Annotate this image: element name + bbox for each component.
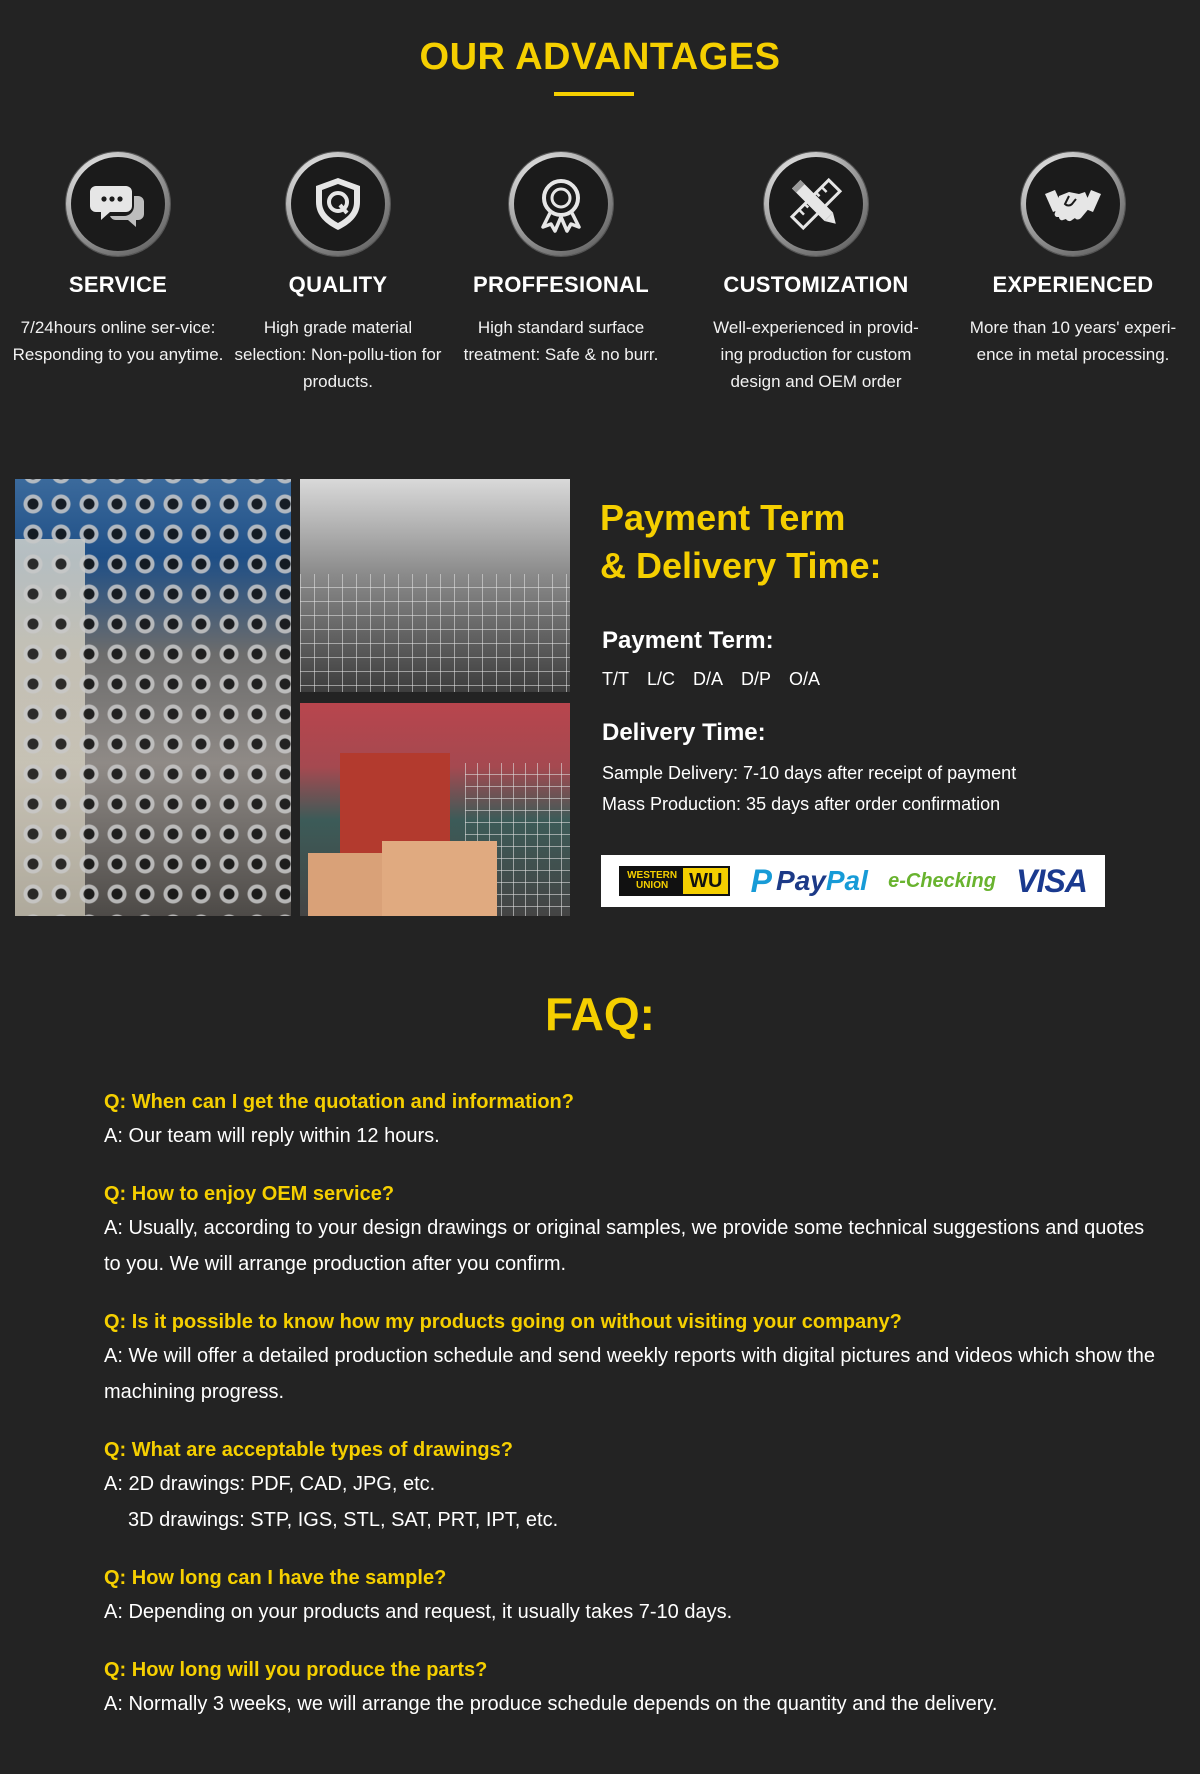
payment-heading-line1: Payment Term	[600, 497, 846, 538]
payment-heading	[600, 494, 1020, 590]
advantage-desc: More than 10 years' experi-ence in metal processing.	[969, 318, 1177, 364]
payment-method: T/T	[602, 669, 629, 689]
visa-logo: VISA	[1016, 862, 1087, 899]
advantage-desc: 7/24hours online ser-vice: Responding to you anytime.	[12, 318, 224, 364]
advantage-name: EXPERIENCED	[992, 272, 1154, 297]
advantage-experienced	[958, 152, 1188, 368]
paypal-logo	[751, 863, 868, 900]
payment-logos-banner	[601, 855, 1105, 907]
faq-question: Q: How long can I have the sample?	[104, 1567, 447, 1589]
payment-method: L/C	[647, 669, 676, 689]
faq-answer: A: Our team will reply within 12 hours.	[104, 1125, 440, 1147]
faq-list	[104, 1086, 1164, 1746]
delivery-time-label: Delivery Time:	[602, 719, 766, 746]
faq-item	[104, 1086, 1164, 1154]
advantage-name: CUSTOMIZATION	[723, 272, 909, 297]
paypal-pay: Pay	[776, 865, 826, 896]
faq-item	[104, 1306, 1164, 1410]
payment-method: D/P	[741, 669, 772, 689]
echecking-logo: e-Checking	[888, 869, 996, 892]
handshake-icon	[1021, 152, 1125, 256]
faq-question: Q: When can I get the quotation and information?	[104, 1091, 574, 1113]
faq-item	[104, 1178, 1164, 1282]
wu-text-line2: UNION	[635, 880, 669, 891]
faq-item	[104, 1434, 1164, 1538]
photo-castings-in-basket	[300, 479, 570, 692]
shield-q-icon	[286, 152, 390, 256]
payment-method: D/A	[693, 669, 724, 689]
payment-methods	[602, 669, 820, 690]
award-ribbon-icon	[509, 152, 613, 256]
faq-question: Q: Is it possible to know how my products going on without visiting your company?	[104, 1311, 902, 1333]
wu-text-line1: WESTERN	[627, 870, 678, 881]
chat-bubbles-icon	[66, 152, 170, 256]
advantage-name: QUALITY	[288, 272, 388, 297]
advantage-desc: High standard surface treatment: Safe & no burr.	[463, 318, 659, 364]
photo-machined-pins	[15, 479, 291, 916]
advantage-service	[3, 152, 233, 368]
advantage-desc: High grade material selection: Non-pollu-tion for products.	[234, 318, 442, 391]
paypal-pal: Pal	[825, 865, 868, 896]
faq-answer: A: Usually, according to your design drawings or original samples, we provide some technical suggestions and quotes to you. We will arrange production after you confirm.	[104, 1217, 1145, 1275]
faq-item	[104, 1562, 1164, 1630]
payment-term-label: Payment Term:	[602, 627, 774, 654]
faq-title: FAQ:	[545, 988, 655, 1040]
wu-mark: WU	[683, 868, 728, 894]
mass-production-text: Mass Production: 35 days after order confirmation	[602, 794, 1001, 814]
photo-workshop-machine	[300, 703, 570, 916]
title-underline	[554, 92, 634, 96]
western-union-logo	[619, 866, 730, 896]
faq-question: Q: What are acceptable types of drawings?	[104, 1439, 513, 1461]
faq-answer: A: We will offer a detailed production schedule and send weekly reports with digital pictures and videos which show the machining progress.	[104, 1345, 1155, 1403]
payment-heading-line2: & Delivery Time:	[600, 545, 882, 586]
faq-answer: A: Depending on your products and request, it usually takes 7-10 days.	[104, 1601, 733, 1623]
sample-delivery-text: Sample Delivery: 7-10 days after receipt of payment	[602, 763, 1017, 783]
paypal-p-icon: P	[750, 862, 773, 899]
faq-answer: A: Normally 3 weeks, we will arrange the produce schedule depends on the quantity and the delivery.	[104, 1693, 998, 1715]
faq-answer: A: 2D drawings: PDF, CAD, JPG, etc.	[104, 1473, 436, 1495]
faq-question: Q: How long will you produce the parts?	[104, 1659, 488, 1681]
advantage-proffesional	[446, 152, 676, 368]
faq-question: Q: How to enjoy OEM service?	[104, 1183, 395, 1205]
advantage-name: SERVICE	[68, 272, 168, 297]
advantages-title: OUR ADVANTAGES	[419, 36, 781, 78]
pencil-ruler-icon	[764, 152, 868, 256]
advantage-name: PROFFESIONAL	[473, 272, 649, 297]
faq-answer-continued: 3D drawings: STP, IGS, STL, SAT, PRT, IPT, etc.	[128, 1509, 559, 1531]
advantage-customization	[701, 152, 931, 395]
payment-method: O/A	[789, 669, 821, 689]
advantage-desc: Well-experienced in provid-ing production for custom design and OEM order	[713, 318, 919, 391]
faq-item	[104, 1654, 1164, 1722]
advantage-quality	[223, 152, 453, 395]
